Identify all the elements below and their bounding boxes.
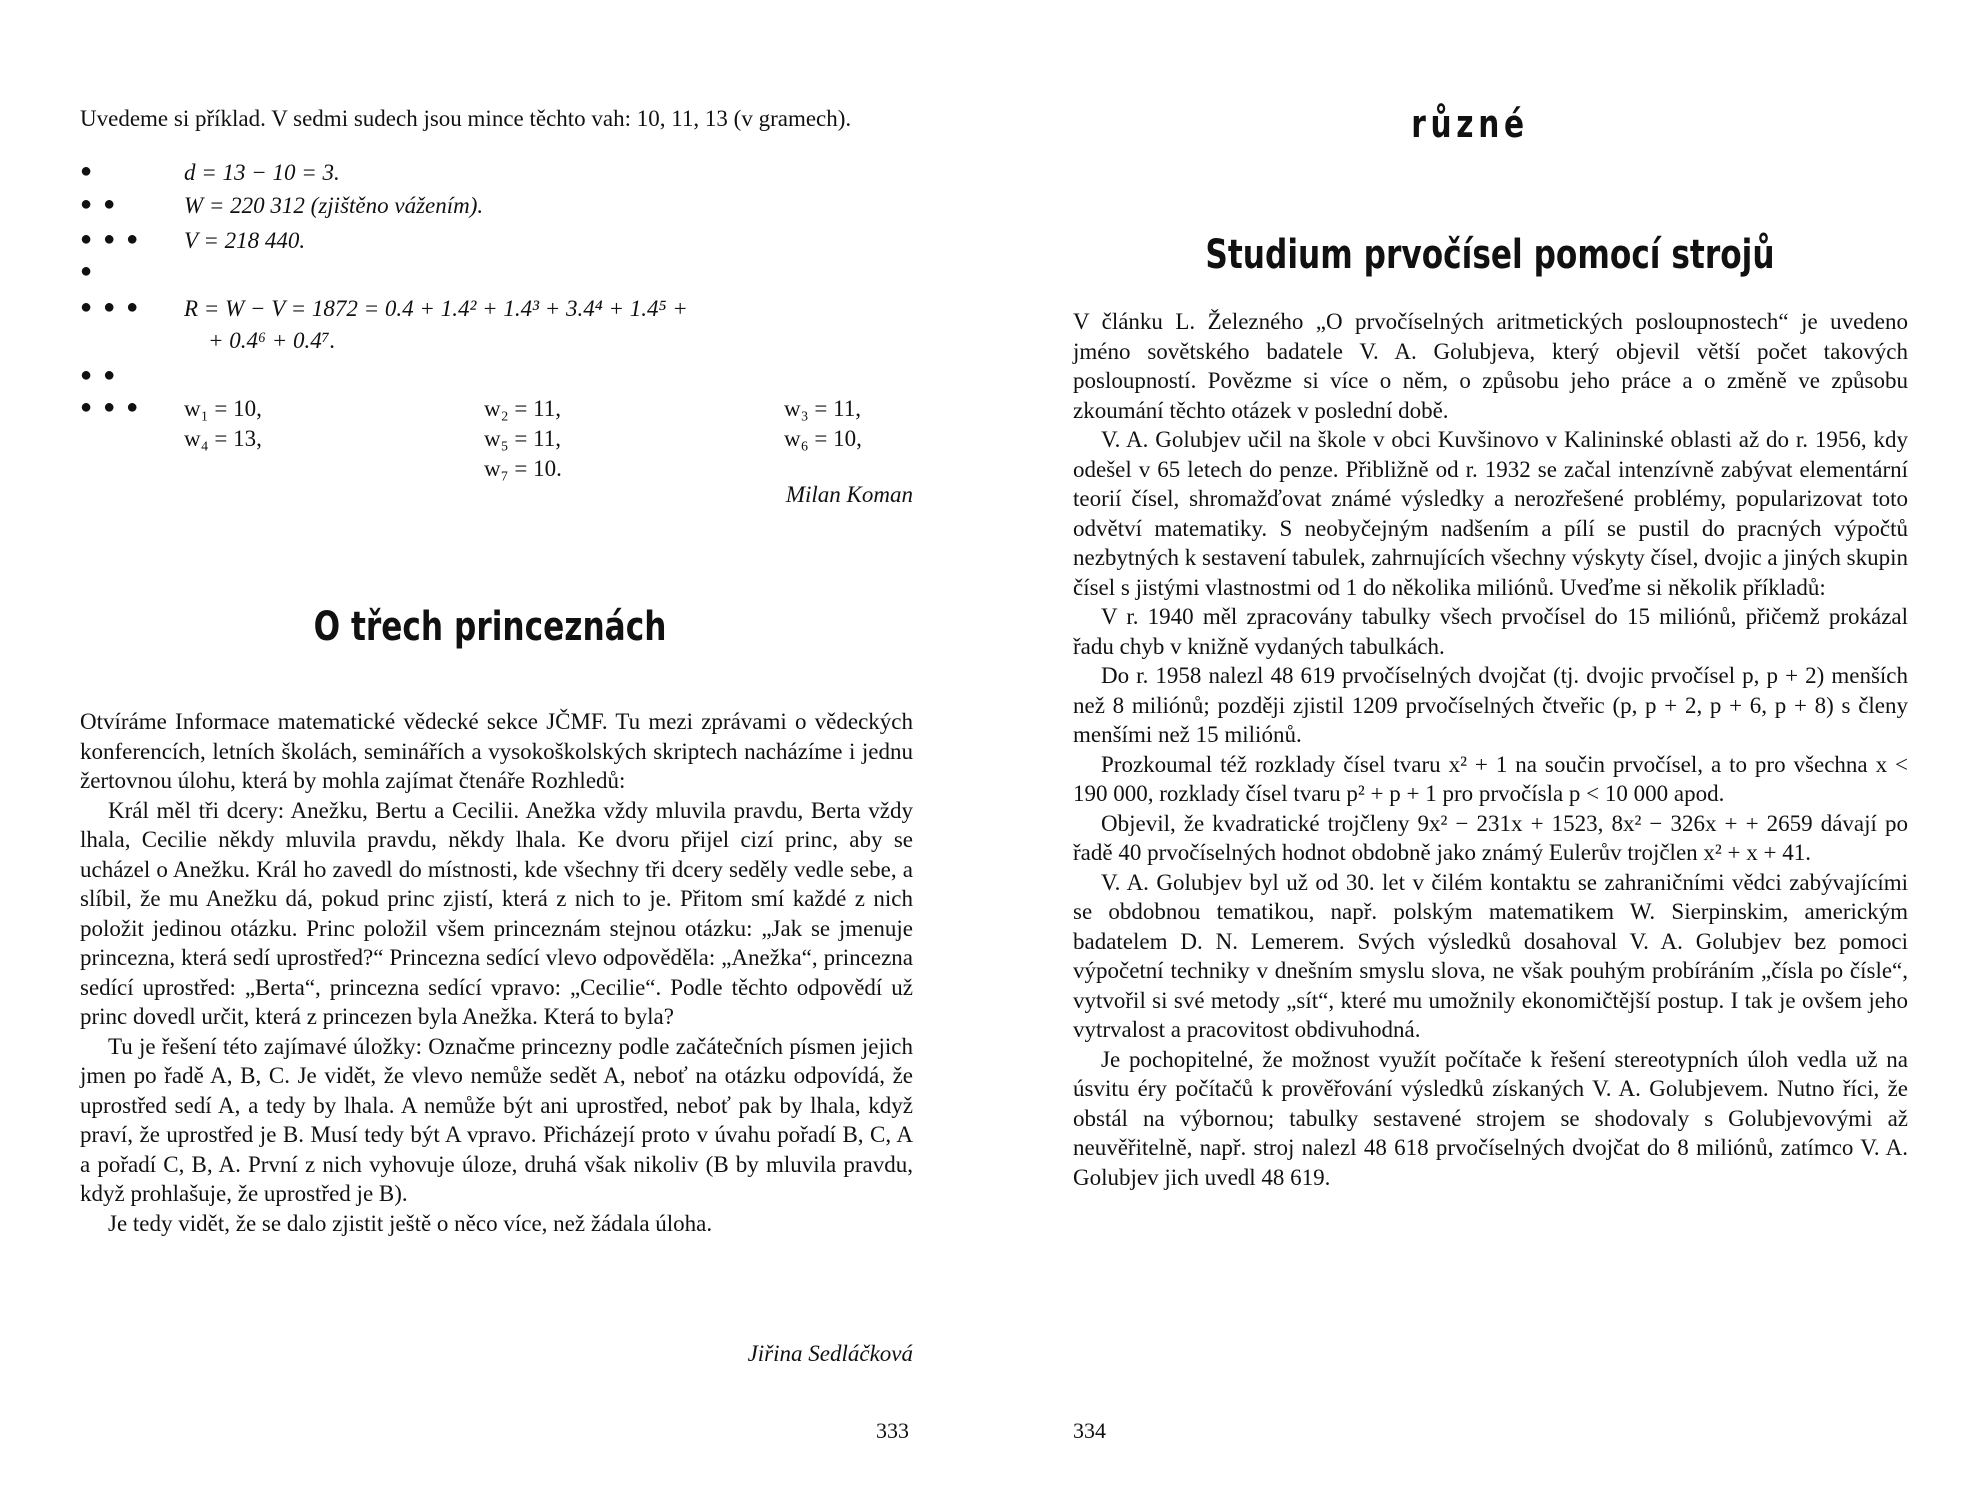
weight-value: w₆ = 10, [784,426,862,451]
signature: Milan Koman [785,482,913,507]
paragraph: Prozkoumal též rozklady čísel tvaru x² + 1 na součin prvočísel, a to pro všechna x < 190 000, rozklady čísel tvaru p² + p + 1 pro prvočísla p < 10 000 apod. [1073,751,1908,806]
intro-text: Uvedeme si příklad. V sedmi sudech jsou mince těchto vah: 10, 11, 13 (v gramech). [80,106,852,131]
paragraph: V. A. Golubjev učil na škole v obci Kuvšinovo v Kalininské oblasti až do r. 1956, kdy odešel v 65 letech do penze. Přibližně od r. 1932 se začal intenzívně zabývat elementární teorií čísel, shromažďovat známé výsledky a nerozřešené problémy, popularizovat toto odvětví matematiky. S neobyčejným nadšením a pílí se pustil do pracných výpočtů nezbytných k sestavení tabulek, zahrnujících všechny výskyty čísel, dvojic a jiných skupin čísel s jistými vlastnostmi od 1 do několika miliónů. Uveďme si několik příkladů: [1073,427,1908,600]
right-page [990,0,1980,1500]
paragraph: V článku L. Železného „O prvočíselných aritmetických posloupnostech“ je uvedeno jméno sovětského badatele V. A. Golubjeva, který objevil větší počet takových posloupností. Povězme si více o něm, o způsobu jeho práce a o změně ve způsobu zkoumání těchto otázek v poslední době. [1073,309,1908,423]
page-number: 333 [876,1418,909,1443]
paragraph: V r. 1940 měl zpracovány tabulky všech prvočísel do 15 miliónů, přičemž prokázal řadu chyb v knižně vydaných tabulkách. [1073,604,1908,659]
weight-value: w₇ = 10. [484,456,562,481]
page-number: 334 [1073,1418,1106,1443]
formula: d = 13 − 10 = 3. [184,160,340,185]
signature: Jiřina Sedláčková [747,1341,913,1366]
braille-dots: ● [80,260,96,282]
weight-value: w₂ = 11, [484,396,561,421]
weight-value: w₃ = 11, [784,396,861,421]
braille-dots: ● ● [80,364,119,386]
paragraph: Tu je řešení této zajímavé úložky: Označme princezny podle začátečních písmen jejich jmen po řadě A, B, C. Je vidět, že vlevo nemůže sedět A, neboť na otázku odpovídá, že uprostřed sedí A, a tedy by lhala. A nemůže být ani uprostřed, neboť pak by lhala, když praví, že uprostřed je B. Musí tedy být A vpravo. Přicházejí proto v úvahu pořadí B, C, A a pořadí C, B, A. První z nich vyhovuje úloze, druhá však nikoliv (B by mluvila pravdu, když prohlašuje, že uprostřed je B). [80,1033,913,1206]
braille-dots: ● ● ● [80,396,142,418]
article-body [1073,307,1908,1192]
paragraph: V. A. Golubjev byl už od 30. let v čilém kontaktu se zahraničními vědci zabývajícími se obdobnou tematikou, např. polským matematikem W. Sierpinskim, americkým badatelem D. N. Lemerem. Svých výsledků dosahoval V. A. Golubjev bez pomoci výpočetní techniky v dnešním smyslu slova, ne však pouhým probíráním „čísla po čísle“, vytvořil si své metody „sít“, které mu umožnily ekonomičtější postup. I tak je ovšem jeho vytrvalost a pracovitost obdivuhodná. [1073,869,1908,1042]
braille-dots: ● ● [80,193,119,215]
section-header: různé [1411,102,1529,146]
weight-value: w₄ = 13, [184,426,262,451]
paragraph: Objevil, že kvadratické trojčleny 9x² − 231x + 1523, 8x² − 326x + + 2659 dávají po řadě 40 prvočíselných hodnot obdobně jako známý Eulerův trojčlen x² + x + 41. [1073,810,1908,865]
braille-dots: ● ● ● [80,296,142,318]
intro-paragraph [80,104,913,134]
paragraph: Je pochopitelné, že možnost využít počítače k řešení stereotypních úloh vedla už na úsvitu éry počítačů k prověřování výsledků získaných V. A. Golubjevem. Nutno říci, že obstál na výbornou; tabulky sestavené strojem se shodovaly s Golubjevovými až neuvěřitelně, např. stroj nalezl 48 618 prvočíselných dvojčat do 8 miliónů, zatímco V. A. Golubjev jich uvedl 48 619. [1073,1046,1908,1190]
formula: R = W − V = 1872 = 0.4 + 1.4² + 1.4³ + 3.4⁴ + 1.4⁵ + [184,296,688,321]
paragraph: Je tedy vidět, že se dalo zjistit ještě o něco více, než žádala úloha. [108,1210,713,1236]
paragraph: Král měl tři dcery: Anežku, Bertu a Cecilii. Anežka vždy mluvila pravdu, Berta vždy lhala, Cecilie někdy mluvila pravdu, někdy lhala. Ke dvoru přijel cizí princ, aby se ucházel o Anežku. Král ho zavedl do místnosti, kde všechny tři dcery seděly vedle sebe, a slíbil, že mu Anežku dá, pokud princ zjistí, která z nich to je. Přitom smí každé z nich položit jedinou otázku. Princ položil všem princeznám stejnou otázku: „Jak se jmenuje princezna, která sedí uprostřed?“ Princezna sedící vlevo odpověděla: „Anežka“, princezna sedící uprostřed: „Berta“, princezna sedící vpravo: „Cecilie“. Podle těchto odpovědí už princ dovedl určit, která z princezen byla Anežka. Která to byla? [80,797,913,1029]
braille-dots: ● ● ● [80,228,142,250]
article-body [80,707,913,1238]
braille-dots: ● [80,160,96,182]
weight-value: w₅ = 11, [484,426,561,451]
article-title: Studium prvočísel pomocí strojů [1205,232,1775,278]
formula: V = 218 440. [184,228,306,253]
article-title: O třech princeznách [313,604,667,650]
weight-value: w₁ = 10, [184,396,262,421]
paragraph: Otvíráme Informace matematické vědecké sekce JČMF. Tu mezi zprávami o vědeckých konferencích, letních školách, seminářích a vysokoškolských skriptech nacházíme i jednu žertovnou úlohu, která by mohla zajímat čtenáře Rozhledů: [80,709,913,793]
paragraph: Do r. 1958 nalezl 48 619 prvočíselných dvojčat (tj. dvojic prvočísel p, p + 2) menších než 8 miliónů; později zjistil 1209 prvočíselných čtveřic (p, p + 2, p + 6, p + 8) s členy menšími než 15 miliónů. [1073,663,1908,747]
formula-continuation: + 0.4⁶ + 0.4⁷. [208,328,336,353]
formula: W = 220 312 (zjištěno vážením). [184,193,484,218]
